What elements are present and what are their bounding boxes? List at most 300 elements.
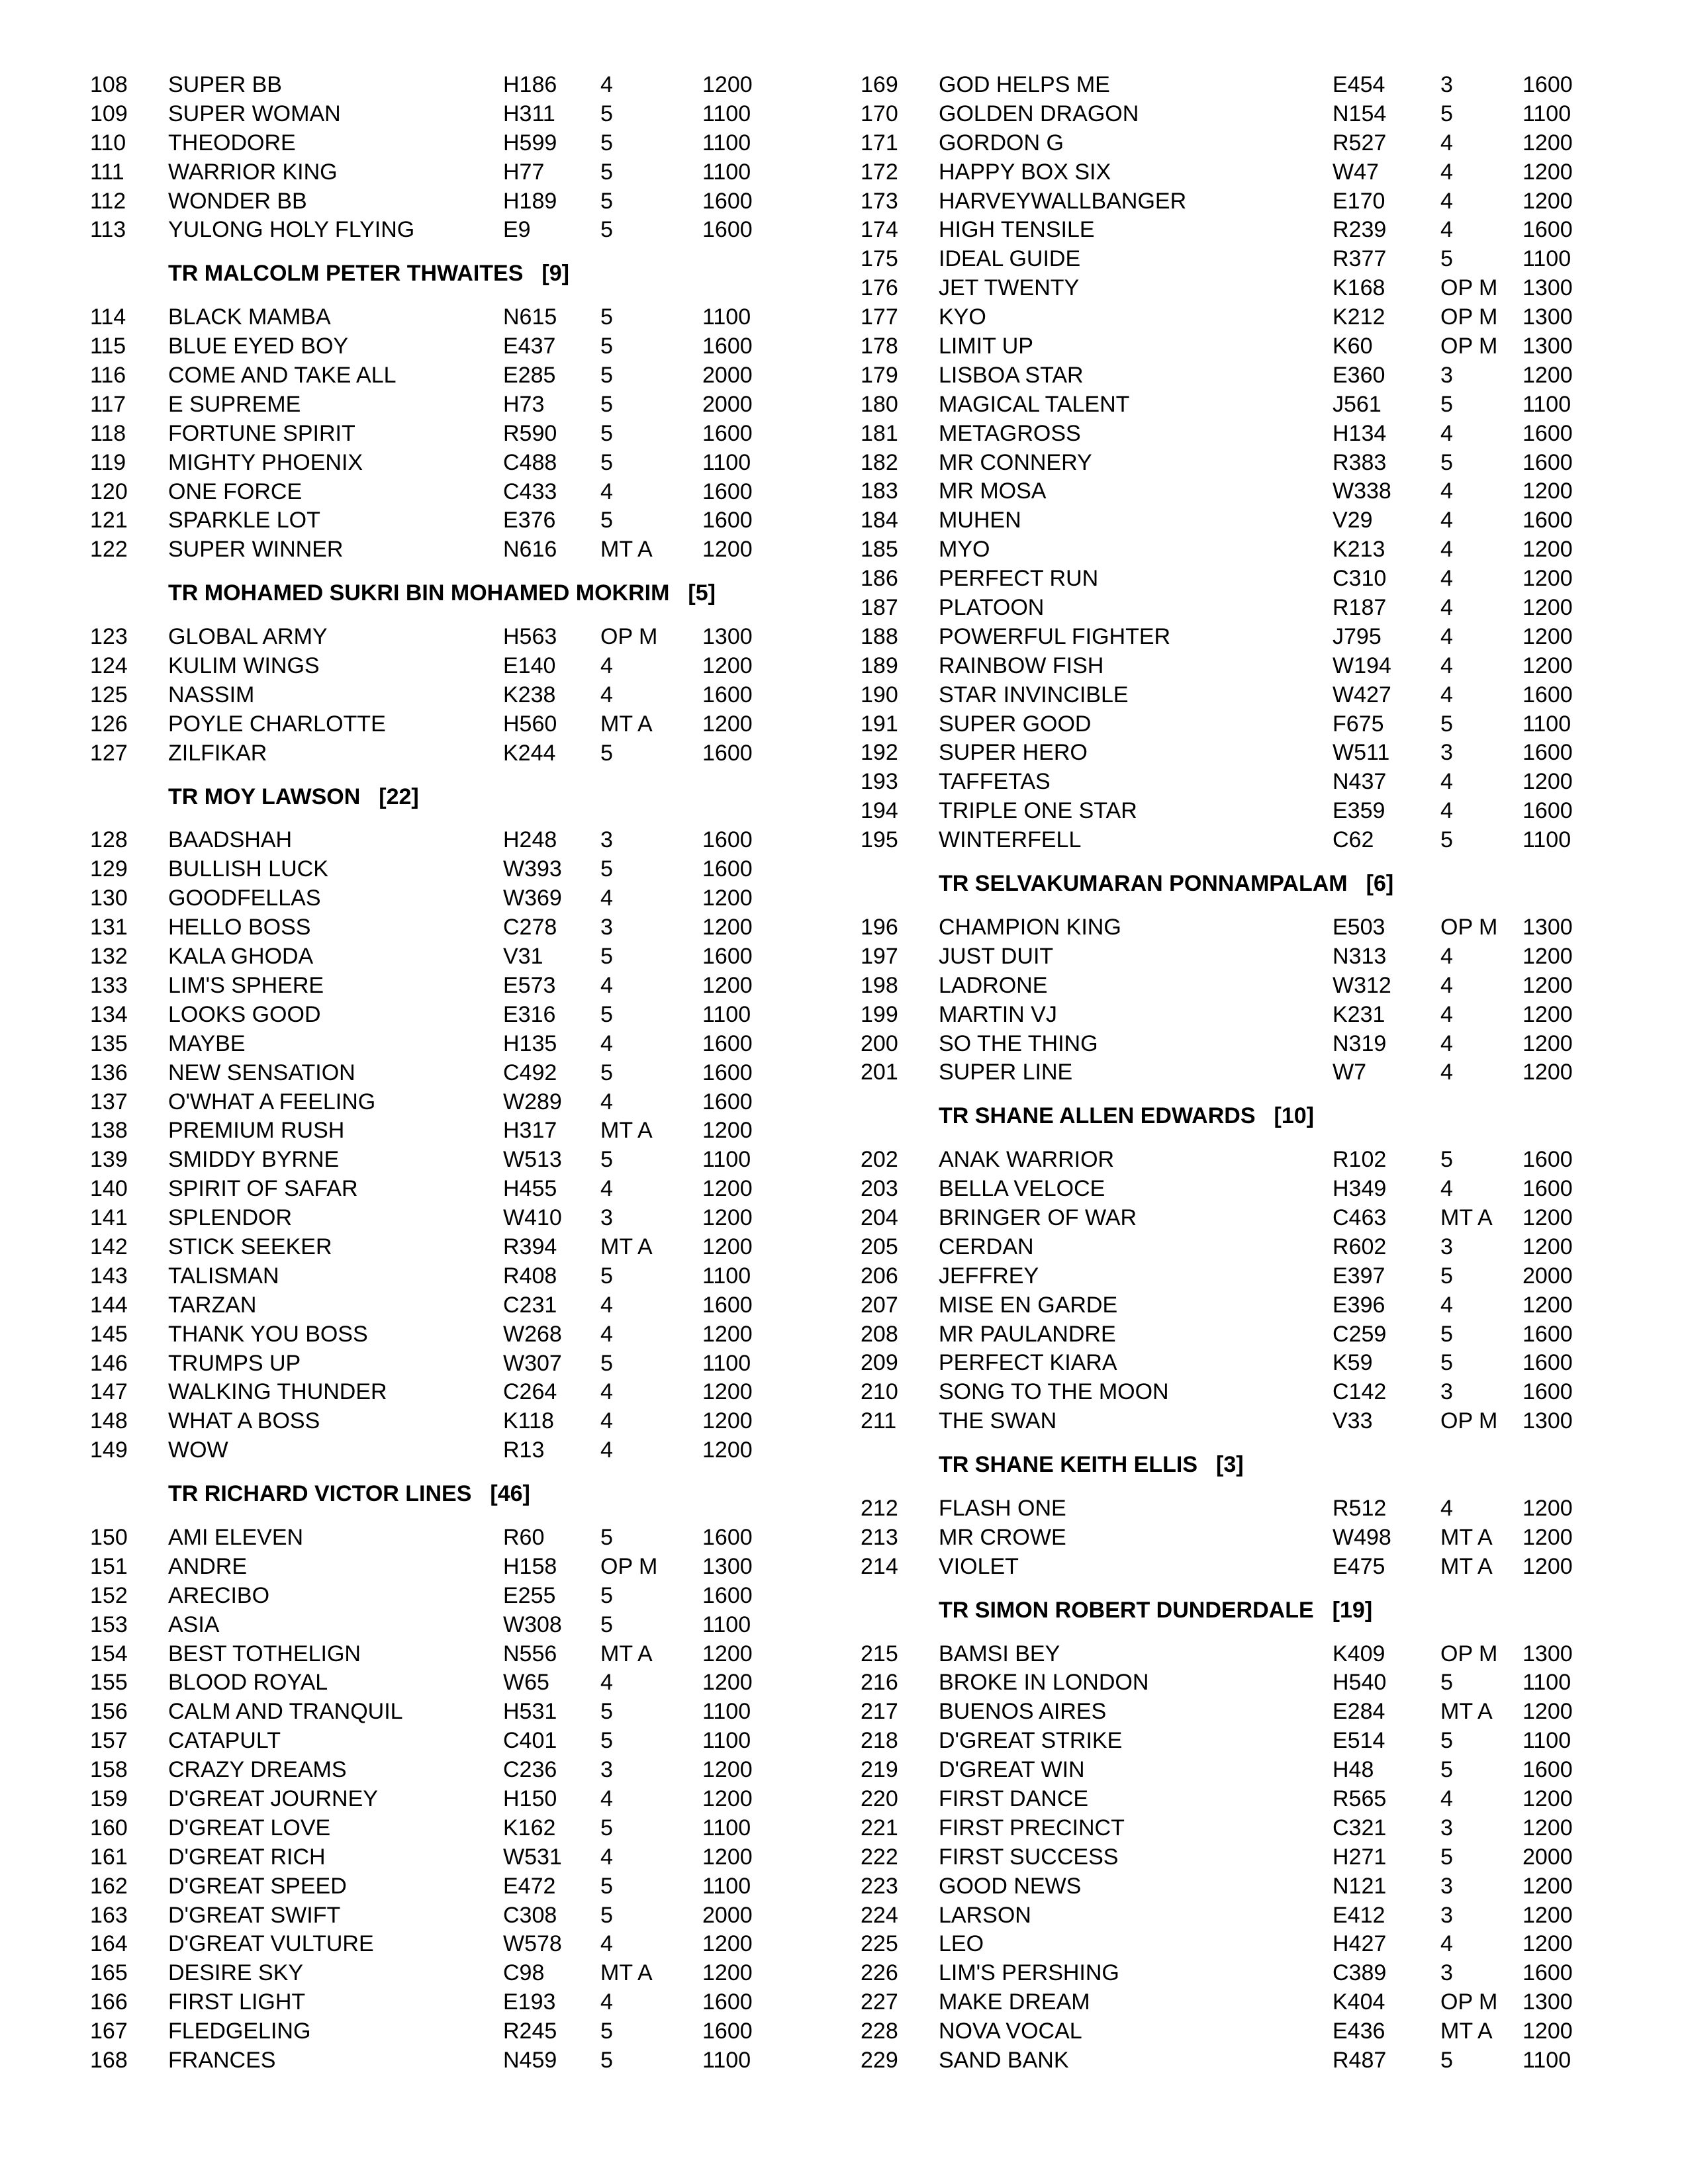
horse-code: E9 xyxy=(503,217,531,243)
horse-row xyxy=(861,2046,1602,2075)
horse-grade: 4 xyxy=(600,1670,613,1696)
horse-grade: 5 xyxy=(600,1612,613,1637)
horse-number: 203 xyxy=(861,1176,898,1202)
horse-code: C264 xyxy=(503,1379,557,1405)
horse-row xyxy=(861,1146,1602,1175)
horse-code: H248 xyxy=(503,827,557,853)
horse-grade: 4 xyxy=(1440,1495,1453,1521)
horse-distance: 1600 xyxy=(1523,1321,1573,1347)
horse-grade: 3 xyxy=(1440,1379,1453,1405)
horse-code: E454 xyxy=(1333,72,1385,97)
horse-number: 161 xyxy=(90,1844,128,1870)
horse-code: C231 xyxy=(503,1292,557,1318)
horse-code: C463 xyxy=(1333,1205,1387,1230)
horse-distance: 1200 xyxy=(1523,1495,1573,1521)
horse-grade: 5 xyxy=(1440,2048,1453,2073)
horse-distance: 1200 xyxy=(1523,188,1573,214)
horse-number: 145 xyxy=(90,1321,128,1347)
horse-name: STICK SEEKER xyxy=(168,1234,332,1259)
horse-code: C236 xyxy=(503,1757,557,1783)
horse-name: BEST TOTHELIGN xyxy=(168,1641,361,1666)
horse-grade: 4 xyxy=(1440,1001,1453,1027)
horse-grade: 4 xyxy=(1440,508,1453,533)
horse-row xyxy=(90,710,772,739)
horse-row xyxy=(861,710,1602,739)
horse-number: 205 xyxy=(861,1234,898,1259)
horse-grade: 4 xyxy=(600,1292,613,1318)
horse-name: LIMIT UP xyxy=(939,334,1033,359)
horse-grade: 3 xyxy=(600,915,613,940)
horse-row xyxy=(861,506,1602,535)
horse-grade: 5 xyxy=(600,1902,613,1928)
horse-number: 227 xyxy=(861,1989,898,2015)
horse-grade: 5 xyxy=(600,304,613,330)
horse-name: WARRIOR KING xyxy=(168,159,338,185)
right-column xyxy=(861,71,1602,2075)
horse-distance: 1600 xyxy=(1523,72,1573,97)
horse-number: 137 xyxy=(90,1089,128,1115)
horse-row xyxy=(861,797,1602,826)
horse-grade: 5 xyxy=(600,420,613,446)
horse-distance: 1200 xyxy=(1523,478,1573,504)
horse-code: K212 xyxy=(1333,304,1385,330)
horse-name: WALKING THUNDER xyxy=(168,1379,387,1405)
horse-grade: OP M xyxy=(1440,304,1498,330)
horse-distance: 1600 xyxy=(702,856,753,882)
horse-name: BRINGER OF WAR xyxy=(939,1205,1137,1230)
horse-name: STAR INVINCIBLE xyxy=(939,682,1129,707)
horse-number: 207 xyxy=(861,1292,898,1318)
horse-distance: 2000 xyxy=(702,363,753,388)
horse-row xyxy=(90,1668,772,1698)
horse-distance: 1600 xyxy=(702,1524,753,1550)
horse-name: PREMIUM RUSH xyxy=(168,1118,345,1144)
horse-number: 120 xyxy=(90,478,128,504)
horse-name: HIGH TENSILE xyxy=(939,217,1095,243)
horse-name: ANAK WARRIOR xyxy=(939,1147,1115,1173)
horse-name: SUPER LINE xyxy=(939,1060,1073,1085)
horse-grade: 5 xyxy=(600,1001,613,1027)
horse-name: KYO xyxy=(939,304,986,330)
horse-name: TRUMPS UP xyxy=(168,1350,301,1376)
horse-grade: 5 xyxy=(600,740,613,766)
horse-number: 221 xyxy=(861,1815,898,1841)
horse-code: C488 xyxy=(503,449,557,475)
horse-code: W513 xyxy=(503,1147,562,1173)
horse-row xyxy=(861,1001,1602,1030)
horse-code: W410 xyxy=(503,1205,562,1231)
horse-number: 133 xyxy=(90,972,128,998)
horse-distance: 1200 xyxy=(702,72,753,97)
horse-code: R527 xyxy=(1333,130,1387,156)
horse-grade: 3 xyxy=(1440,1873,1453,1899)
horse-grade: 5 xyxy=(1440,1147,1453,1173)
horse-distance: 1200 xyxy=(1523,1060,1573,1085)
horse-code: H560 xyxy=(503,711,557,737)
horse-row xyxy=(861,1204,1602,1233)
horse-number: 136 xyxy=(90,1060,128,1085)
horse-row xyxy=(90,158,772,187)
horse-row xyxy=(90,913,772,942)
horse-name: MR PAULANDRE xyxy=(939,1321,1116,1347)
horse-number: 199 xyxy=(861,1001,898,1027)
horse-grade: 4 xyxy=(600,1844,613,1870)
horse-number: 185 xyxy=(861,537,898,563)
horse-number: 228 xyxy=(861,2019,898,2044)
horse-number: 113 xyxy=(90,217,126,243)
horse-code: E359 xyxy=(1333,798,1385,824)
horse-number: 160 xyxy=(90,1815,128,1841)
horse-name: BAADSHAH xyxy=(168,827,293,853)
horse-name: SUPER GOOD xyxy=(939,711,1092,737)
horse-distance: 1100 xyxy=(1523,101,1571,126)
horse-number: 195 xyxy=(861,827,898,853)
horse-code: R602 xyxy=(1333,1234,1387,1259)
horse-code: E436 xyxy=(1333,2019,1385,2044)
horse-name: YULONG HOLY FLYING xyxy=(168,217,415,243)
horse-code: C492 xyxy=(503,1060,557,1085)
horse-name: FIRST SUCCESS xyxy=(939,1844,1119,1870)
horse-code: H311 xyxy=(503,101,555,126)
horse-grade: MT A xyxy=(1440,2019,1493,2044)
horse-name: SUPER WOMAN xyxy=(168,101,341,126)
horse-number: 119 xyxy=(90,449,126,475)
horse-distance: 1100 xyxy=(1523,391,1571,417)
horse-row xyxy=(861,535,1602,565)
horse-row xyxy=(861,972,1602,1001)
horse-distance: 1100 xyxy=(1523,711,1571,737)
horse-name: JEFFREY xyxy=(939,1263,1039,1289)
horse-code: R565 xyxy=(1333,1786,1387,1811)
horse-grade: 5 xyxy=(600,2019,613,2044)
horse-name: JET TWENTY xyxy=(939,275,1080,301)
horse-number: 190 xyxy=(861,682,898,707)
horse-name: COME AND TAKE ALL xyxy=(168,363,397,388)
horse-row xyxy=(90,1291,772,1320)
horse-grade: MT A xyxy=(1440,1205,1493,1230)
horse-row xyxy=(90,1116,772,1146)
horse-number: 164 xyxy=(90,1931,128,1957)
horse-code: W578 xyxy=(503,1931,562,1957)
horse-code: F675 xyxy=(1333,711,1384,737)
horse-row xyxy=(861,1378,1602,1407)
horse-code: R102 xyxy=(1333,1147,1387,1173)
horse-name: CALM AND TRANQUIL xyxy=(168,1699,403,1725)
horse-code: C308 xyxy=(503,1902,557,1928)
horse-name: CRAZY DREAMS xyxy=(168,1757,347,1783)
horse-name: D'GREAT JOURNEY xyxy=(168,1786,378,1811)
horse-code: V33 xyxy=(1333,1408,1373,1434)
horse-distance: 1100 xyxy=(702,449,751,475)
horse-row xyxy=(90,1524,772,1553)
horse-grade: 4 xyxy=(600,1989,613,2015)
horse-name: MAKE DREAM xyxy=(939,1989,1090,2015)
horse-grade: 5 xyxy=(600,188,613,214)
horse-row xyxy=(90,884,772,913)
horse-number: 159 xyxy=(90,1786,128,1811)
horse-grade: 5 xyxy=(1440,1844,1453,1870)
horse-code: R394 xyxy=(503,1234,557,1259)
horse-code: V29 xyxy=(1333,508,1373,533)
trainer-name: TR SHANE ALLEN EDWARDS xyxy=(939,1103,1256,1129)
horse-code: N616 xyxy=(503,537,557,563)
horse-grade: OP M xyxy=(1440,1408,1498,1434)
horse-row xyxy=(861,1407,1602,1436)
horse-code: J561 xyxy=(1333,391,1382,417)
horse-name: SUPER WINNER xyxy=(168,537,344,563)
horse-grade: 4 xyxy=(1440,420,1453,446)
horse-row xyxy=(90,972,772,1001)
horse-row xyxy=(861,1320,1602,1349)
horse-code: E316 xyxy=(503,1001,556,1027)
horse-grade: MT A xyxy=(600,1960,653,1986)
horse-distance: 1200 xyxy=(1523,1873,1573,1899)
horse-number: 123 xyxy=(90,624,128,650)
horse-name: NASSIM xyxy=(168,682,255,707)
horse-number: 116 xyxy=(90,363,126,388)
horse-grade: 5 xyxy=(600,1524,613,1550)
horse-grade: 5 xyxy=(600,217,613,243)
horse-code: H150 xyxy=(503,1786,557,1811)
horse-number: 219 xyxy=(861,1757,898,1783)
horse-name: D'GREAT STRIKE xyxy=(939,1728,1123,1754)
horse-row xyxy=(861,303,1602,332)
horse-row xyxy=(90,1553,772,1582)
horse-code: W7 xyxy=(1333,1060,1366,1085)
horse-grade: MT A xyxy=(600,1641,653,1666)
horse-row xyxy=(861,594,1602,623)
horse-code: K404 xyxy=(1333,1989,1385,2015)
horse-row xyxy=(861,1494,1602,1524)
horse-code: E503 xyxy=(1333,914,1385,940)
horse-name: METAGROSS xyxy=(939,420,1081,446)
horse-number: 229 xyxy=(861,2048,898,2073)
horse-distance: 1100 xyxy=(1523,1670,1571,1696)
horse-grade: 4 xyxy=(1440,798,1453,824)
horse-grade: 4 xyxy=(600,886,613,911)
horse-distance: 1300 xyxy=(1523,275,1573,301)
horse-code: W268 xyxy=(503,1321,562,1347)
horse-name: D'GREAT RICH xyxy=(168,1844,326,1870)
horse-number: 151 xyxy=(90,1553,128,1579)
horse-distance: 1200 xyxy=(1523,972,1573,998)
horse-number: 189 xyxy=(861,653,898,678)
horse-grade: 4 xyxy=(600,1030,613,1056)
horse-row xyxy=(861,129,1602,158)
horse-distance: 1600 xyxy=(702,827,753,853)
horse-name: THANK YOU BOSS xyxy=(168,1321,368,1347)
horse-distance: 1600 xyxy=(702,217,753,243)
horse-distance: 1200 xyxy=(1523,159,1573,185)
horse-distance: 1600 xyxy=(702,508,753,533)
horse-grade: 4 xyxy=(600,1931,613,1957)
horse-code: W307 xyxy=(503,1350,562,1376)
horse-code: H349 xyxy=(1333,1176,1387,1202)
horse-distance: 1200 xyxy=(1523,362,1573,388)
horse-name: POWERFUL FIGHTER xyxy=(939,623,1171,649)
horse-number: 226 xyxy=(861,1960,898,1986)
horse-grade: 5 xyxy=(1440,101,1453,126)
horse-grade: MT A xyxy=(600,537,653,563)
horse-number: 156 xyxy=(90,1699,128,1725)
horse-code: E360 xyxy=(1333,362,1385,388)
horse-row xyxy=(861,1785,1602,1814)
horse-code: R13 xyxy=(503,1437,545,1463)
horse-name: WOW xyxy=(168,1437,228,1463)
horse-name: BLOOD ROYAL xyxy=(168,1670,328,1696)
horse-code: N556 xyxy=(503,1641,557,1666)
horse-code: W308 xyxy=(503,1612,562,1637)
horse-code: W369 xyxy=(503,886,562,911)
horse-code: H563 xyxy=(503,624,557,650)
horse-number: 210 xyxy=(861,1379,898,1405)
horse-row xyxy=(90,1698,772,1727)
horse-distance: 1200 xyxy=(702,537,753,563)
horse-name: KULIM WINGS xyxy=(168,653,320,679)
horse-number: 127 xyxy=(90,740,128,766)
horse-row xyxy=(861,361,1602,390)
horse-number: 150 xyxy=(90,1524,128,1550)
horse-grade: MT A xyxy=(600,1234,653,1259)
horse-distance: 1200 xyxy=(1523,769,1573,795)
horse-number: 134 xyxy=(90,1001,128,1027)
horse-code: W289 xyxy=(503,1089,562,1115)
horse-row xyxy=(861,1756,1602,1785)
horse-code: W393 xyxy=(503,856,562,882)
horse-code: H531 xyxy=(503,1699,557,1725)
trainer-heading xyxy=(90,1480,772,1509)
horse-number: 169 xyxy=(861,72,898,97)
horse-distance: 1200 xyxy=(702,1757,753,1783)
horse-code: V31 xyxy=(503,944,543,970)
horse-name: BROKE IN LONDON xyxy=(939,1670,1149,1696)
horse-row xyxy=(861,1262,1602,1291)
horse-code: H77 xyxy=(503,159,545,185)
horse-distance: 1600 xyxy=(702,1060,753,1085)
horse-row xyxy=(861,1814,1602,1843)
horse-grade: 4 xyxy=(1440,188,1453,214)
horse-distance: 1100 xyxy=(702,130,751,156)
horse-number: 224 xyxy=(861,1902,898,1928)
horse-code: W65 xyxy=(503,1670,549,1696)
horse-grade: 5 xyxy=(600,1147,613,1173)
horse-row xyxy=(90,506,772,535)
horse-name: ZILFIKAR xyxy=(168,740,267,766)
horse-name: CERDAN xyxy=(939,1234,1034,1259)
horse-distance: 1200 xyxy=(702,972,753,998)
horse-grade: OP M xyxy=(1440,1989,1498,2015)
horse-distance: 1600 xyxy=(702,1582,753,1608)
horse-row xyxy=(90,100,772,129)
horse-row xyxy=(90,535,772,565)
horse-distance: 1600 xyxy=(1523,217,1573,243)
horse-code: E376 xyxy=(503,508,556,533)
horse-name: BUENOS AIRES xyxy=(939,1699,1107,1725)
horse-name: NEW SENSATION xyxy=(168,1060,355,1085)
horse-distance: 1600 xyxy=(702,1089,753,1115)
horse-grade: 4 xyxy=(1440,217,1453,243)
horse-row xyxy=(90,855,772,884)
horse-name: D'GREAT SWIFT xyxy=(168,1902,341,1928)
horse-code: N437 xyxy=(1333,769,1387,795)
horse-row xyxy=(861,100,1602,129)
horse-distance: 1300 xyxy=(1523,1989,1573,2015)
horse-grade: 4 xyxy=(1440,682,1453,707)
horse-distance: 1200 xyxy=(702,886,753,911)
horse-row xyxy=(90,652,772,681)
horse-number: 155 xyxy=(90,1670,128,1696)
horse-name: ARECIBO xyxy=(168,1582,270,1608)
horse-row xyxy=(90,1407,772,1436)
horse-code: R60 xyxy=(503,1524,545,1550)
horse-grade: MT A xyxy=(1440,1524,1493,1550)
horse-distance: 1600 xyxy=(702,740,753,766)
horse-code: H134 xyxy=(1333,420,1387,446)
horse-number: 202 xyxy=(861,1147,898,1173)
horse-code: W427 xyxy=(1333,682,1391,707)
horse-grade: OP M xyxy=(1440,914,1498,940)
horse-row xyxy=(90,390,772,420)
horse-code: W531 xyxy=(503,1844,562,1870)
horse-grade: 3 xyxy=(1440,740,1453,766)
horse-number: 206 xyxy=(861,1263,898,1289)
horse-name: FORTUNE SPIRIT xyxy=(168,420,355,446)
horse-name: BLACK MAMBA xyxy=(168,304,331,330)
horse-name: LARSON xyxy=(939,1902,1031,1928)
horse-distance: 2000 xyxy=(702,391,753,417)
horse-distance: 1200 xyxy=(1523,623,1573,649)
horse-distance: 1600 xyxy=(702,2019,753,2044)
horse-grade: 5 xyxy=(600,159,613,185)
horse-grade: 5 xyxy=(600,1815,613,1841)
horse-grade: 4 xyxy=(600,72,613,97)
left-column xyxy=(90,71,772,2075)
horse-grade: 5 xyxy=(1440,1321,1453,1347)
horse-row xyxy=(90,1175,772,1204)
horse-name: D'GREAT SPEED xyxy=(168,1873,347,1899)
horse-number: 225 xyxy=(861,1931,898,1957)
horse-number: 124 xyxy=(90,653,128,679)
horse-number: 173 xyxy=(861,188,898,214)
horse-name: TRIPLE ONE STAR xyxy=(939,798,1137,824)
horse-distance: 1300 xyxy=(1523,914,1573,940)
horse-distance: 1600 xyxy=(1523,1960,1573,1986)
horse-row xyxy=(861,1988,1602,2017)
horse-code: C321 xyxy=(1333,1815,1387,1841)
horse-distance: 2000 xyxy=(702,1902,753,1928)
trainer-horse-count: [9] xyxy=(541,261,569,287)
horse-grade: 4 xyxy=(1440,1176,1453,1202)
horse-distance: 2000 xyxy=(1523,1263,1573,1289)
horse-grade: 3 xyxy=(1440,1960,1453,1986)
horse-number: 197 xyxy=(861,943,898,969)
horse-distance: 1600 xyxy=(1523,420,1573,446)
horse-grade: 3 xyxy=(1440,1815,1453,1841)
horse-distance: 1200 xyxy=(702,1321,753,1347)
horse-row xyxy=(90,1378,772,1407)
horse-number: 146 xyxy=(90,1350,128,1376)
horse-code: W312 xyxy=(1333,972,1391,998)
horse-grade: 4 xyxy=(600,972,613,998)
horse-number: 179 xyxy=(861,362,898,388)
horse-distance: 1600 xyxy=(702,478,753,504)
horse-distance: 1200 xyxy=(1523,1902,1573,1928)
horse-row xyxy=(861,1175,1602,1204)
horse-code: H317 xyxy=(503,1118,557,1144)
horse-code: R512 xyxy=(1333,1495,1387,1521)
horse-row xyxy=(861,768,1602,797)
horse-code: N313 xyxy=(1333,943,1387,969)
